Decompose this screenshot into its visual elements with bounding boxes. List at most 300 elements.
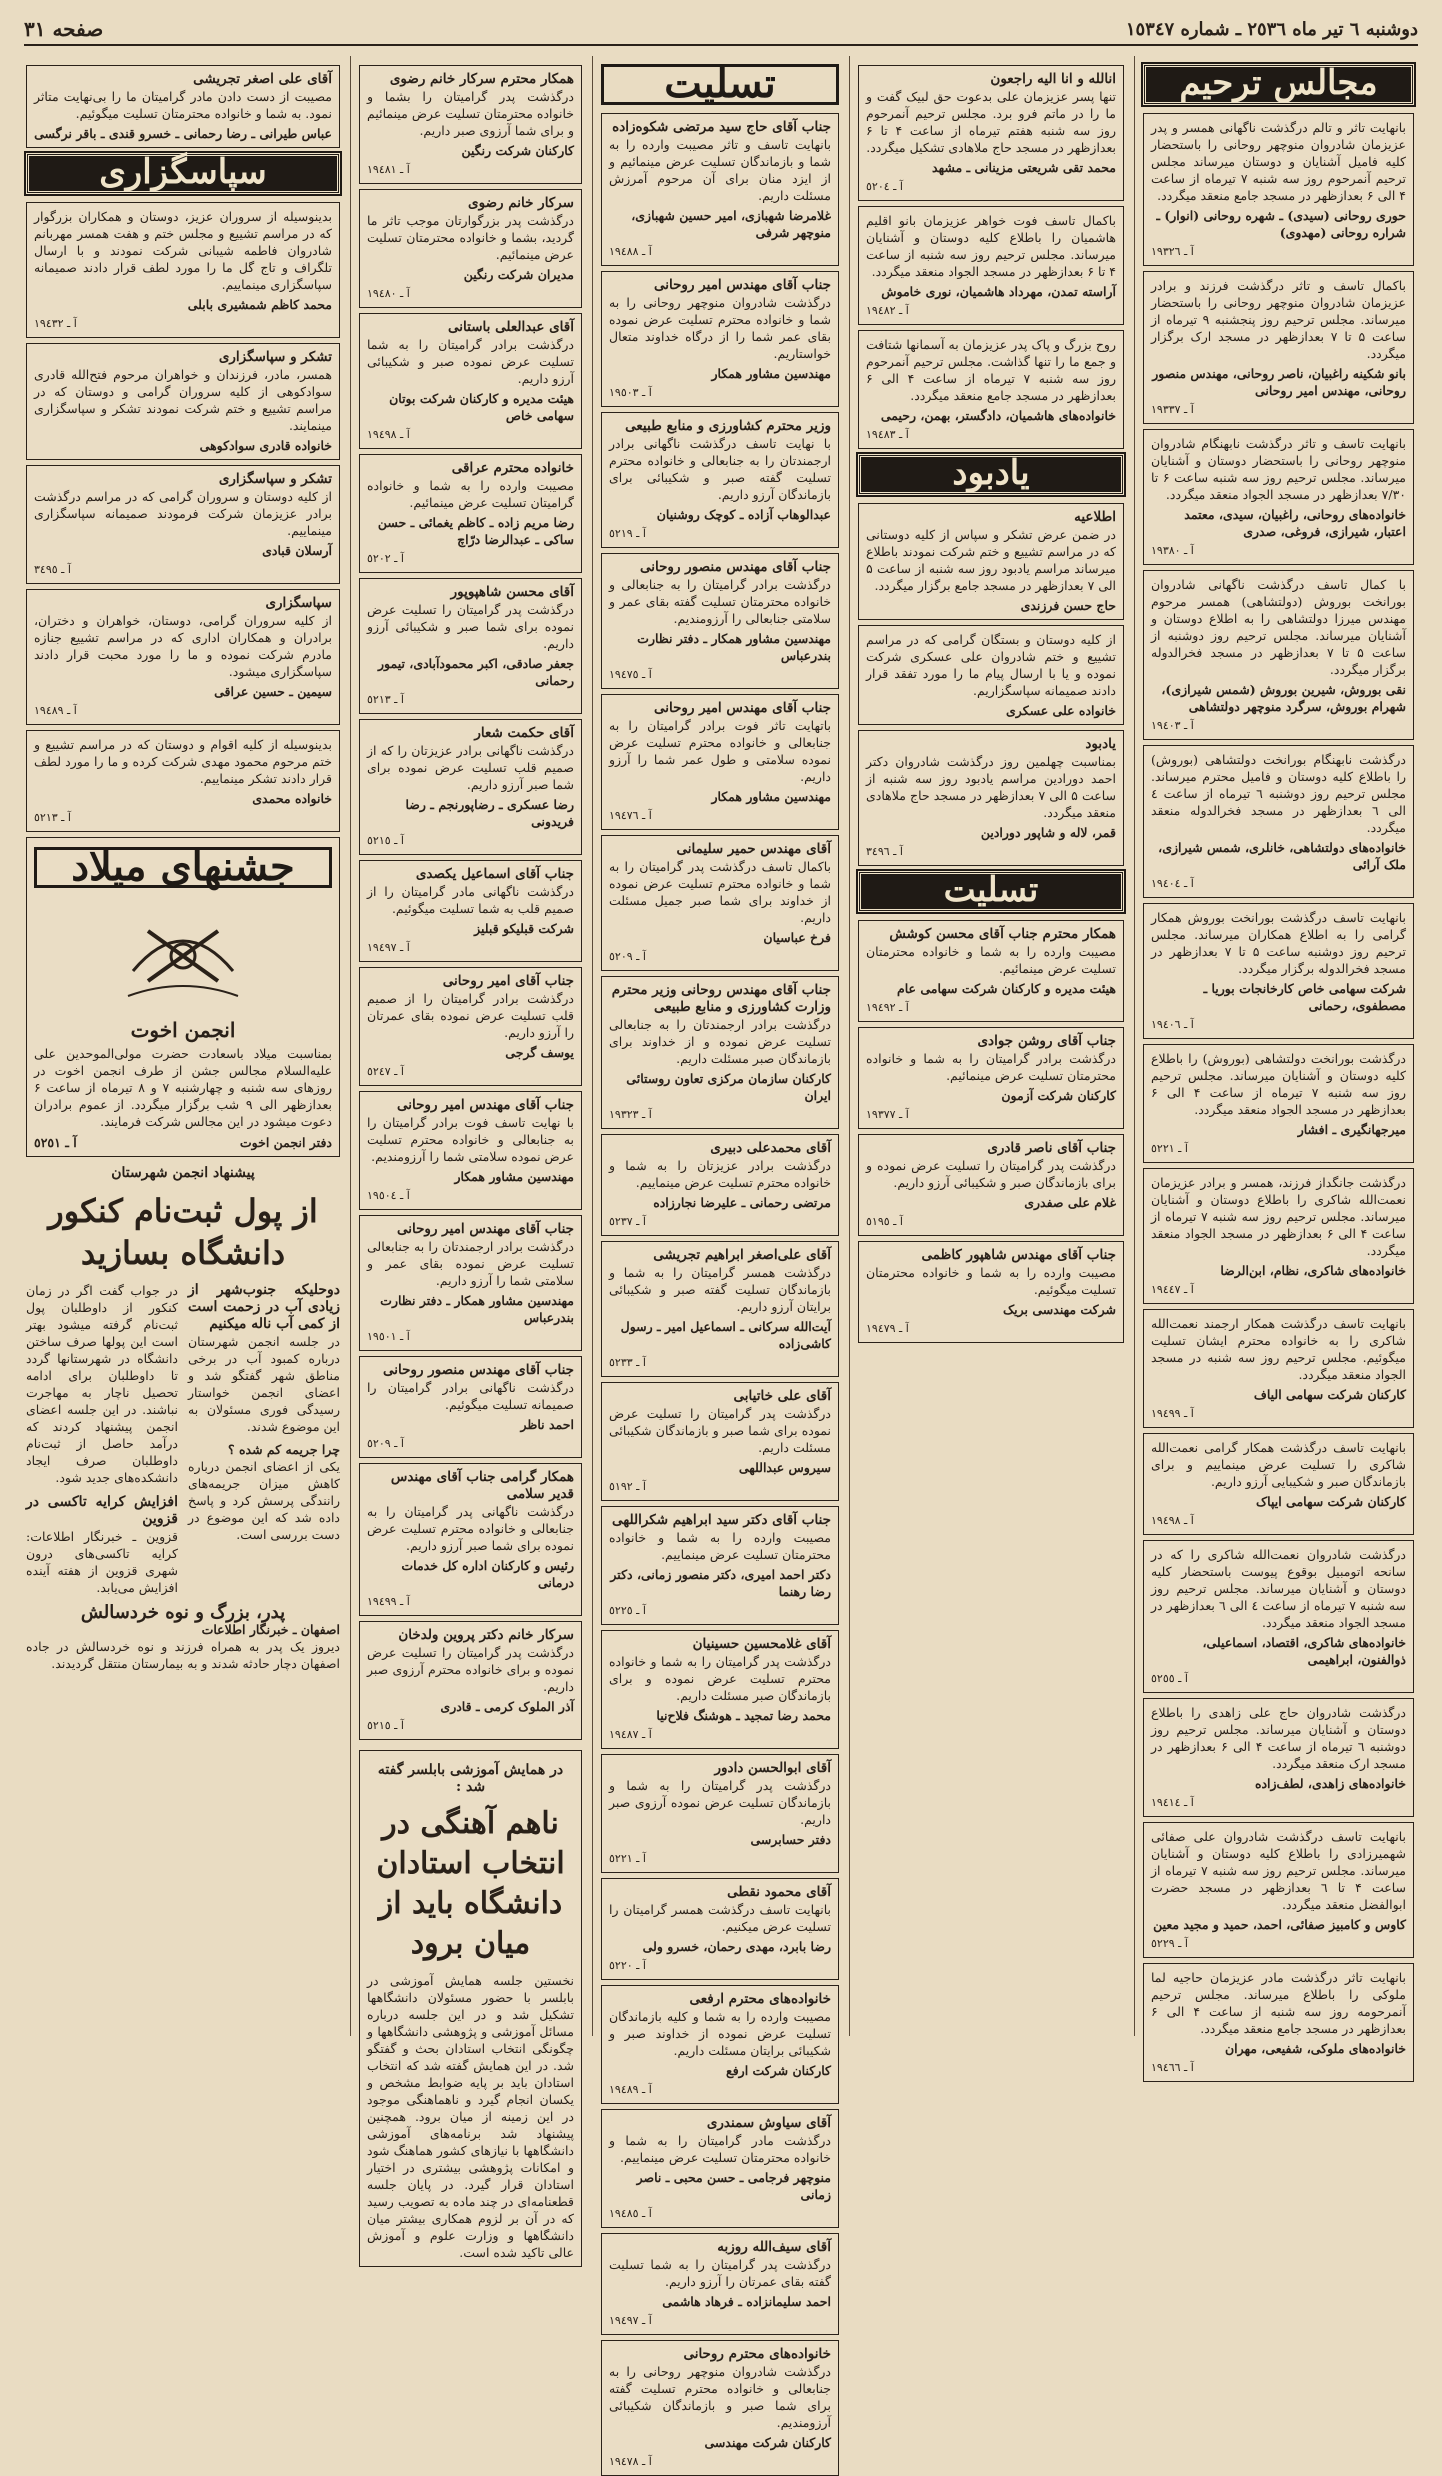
notice-body: درگذشت برادر ارجمندتان را به جنابعالی تسلیت عرض نموده بقای عمر و سلامتی شما را آرزو داریم. [367, 1239, 574, 1288]
side-news-subtitle: چرا جریمه کم شده ؟ [227, 1442, 340, 1457]
notice-title: جناب آقای مهندس شاهپور کاظمی [921, 1247, 1116, 1263]
notice-code: آ ـ ١٩٤٨٩ [609, 2083, 652, 2096]
accident-news-title: پدر، بزرگ و نوه خردسالش [80, 1602, 286, 1623]
notice-code: آ ـ ٥٢٢٥ [609, 1604, 646, 1617]
condolence-banner: تسلیت [601, 64, 839, 105]
notice [359, 578, 582, 714]
notice-signature: کارکنان شرکت سهامی الیاف [1253, 1387, 1406, 1402]
column-memorials-2 [849, 56, 1132, 2036]
notice-title: جناب آقای حاج سید مرتضی شکوه‌زاده [612, 119, 831, 135]
notice-code: آ ـ ٥٢٠٢ [367, 552, 404, 565]
notice-body: درگذشت پدر گرامیتان را تسلیت عرض نموده برای شما صبر و بازماندگان شکیبائی مسئلت داریم. [609, 1406, 831, 1455]
notice [1143, 429, 1414, 565]
notice-code: آ ـ ١٩٣٨٠ [1151, 544, 1194, 557]
notice-body: با نهایت تاسف درگذشت ناگهانی برادر ارجمندتان را به جنابعالی و خانواده محترم تسلیت گفته صبر و شکیبائی برای بازماندگان آرزو داریم. [609, 436, 831, 502]
notice-signature: احمد سلیمانزاده ـ فرهاد هاشمی [662, 2294, 831, 2309]
notice [26, 589, 340, 725]
notice-title: جناب آقای مهندس منصور روحانی [382, 1362, 574, 1378]
notice-signature: شرکت قبلیکو قبلیز [474, 921, 574, 936]
notice-code: آ ـ ٥٢٢٠ [609, 1959, 646, 1972]
notice-body: درگذشت نابهنگام بورانخت دولتشاهی (بوروش) را باطلاع کلیه دوستان و فامیل محترم میرساند. مجلس ترحیم روز دوشنبه ٦ تیرماه از ساعت ٤ الی ٦ بعدازظهر در مسجد فخرالدوله منعقد میگردد. [1151, 752, 1407, 835]
notice-title: همکار محترم سرکار خانم رضوی [389, 71, 574, 87]
notice-title: جناب آقای روشن جوادی [977, 1033, 1116, 1049]
notice [858, 1241, 1124, 1343]
notice-body: درگذشت پدر گرامیتان را به شما تسلیت گفته بقای عمرتان را آرزو داریم. [609, 2257, 831, 2289]
notice-signature: خانواده علی عسکری [1006, 703, 1116, 718]
notice-title: آقای غلامحسین حسینیان [692, 1636, 831, 1652]
notice-signature: غلامرضا شهبازی، امیر حسین شهبازی، منوچهر شرفی [631, 208, 831, 240]
notice-signature: حاج حسن فرزندی [1020, 598, 1116, 613]
notice-title: آقای سیاوش سمندری [706, 2115, 831, 2131]
notice-signature: خانواده محمدی [252, 791, 332, 806]
notice-code: آ ـ ١٩٤٩٧ [609, 2314, 652, 2327]
notice-code: آ ـ ١٩٥٠٣ [609, 386, 652, 399]
notice-code: آ ـ ١٩٤٠٣ [1151, 719, 1194, 732]
notice-code: آ ـ ١٩٤٨٧ [609, 1728, 652, 1741]
notice [26, 65, 340, 148]
notice-body: مصیبت از دست دادن مادر گرامیتان ما را بی‌نهایت متاثر نمود. به شما و خانواده محترمتان تسلیت میگوئیم. [34, 89, 332, 121]
notice [1143, 1309, 1414, 1428]
notice-code: آ ـ ٥٢٠٩ [609, 950, 646, 963]
notice [1143, 1963, 1414, 2082]
notice-signature: رضا بابرد، مهدی رحمان، خسرو ولی [642, 1939, 831, 1954]
notice-code: آ ـ ١٩٣٧٧ [866, 1108, 909, 1121]
notice-body: باتهایت تاثر فوت برادر گرامیتان را به جنابعالی و خانواده محترم تسلیت عرض نموده سلامتی و طول عمر شما را آرزو داریم. [609, 718, 831, 784]
notice-title: آقای عبدالعلی باستانی [448, 319, 574, 335]
taxi-news-body: قزوین ـ خبرنگار اطلاعات: کرایه تاکسی‌های درون شهری قزوین از هفته آینده افزایش می‌یابد. [26, 1529, 178, 1595]
notice-body: درگذشت برادر گرامیتان را به شما و خانواده محترمتان تسلیت عرض مینمائیم. [866, 1051, 1116, 1083]
association-emblem [34, 896, 332, 1016]
notice-code: آ ـ ٥٢٠٩ [367, 1437, 404, 1450]
notice-title: وزیر محترم کشاورزی و منابع طبیعی [625, 418, 831, 434]
condolence-list [601, 113, 839, 2476]
notice [601, 1382, 839, 1501]
notice-code: آ ـ ٥٢٢١ [609, 1852, 646, 1865]
column-condolences-2 [350, 56, 590, 2260]
notice-body: درگذشت برادر گرامیتان را از صمیم قلب تسلیت عرض نموده بقای عمرتان را آرزو داریم. [367, 991, 574, 1040]
notice-body: مصیبت وارده را به شما و خانواده گرامیتان تسلیت عرض مینمائیم. [367, 478, 574, 510]
notice-body: بانهایت تاثر درگذشت مادر عزیزمان حاجیه لما ملوکی را باطلاع میرساند. مجلس ترحیم آنمرحومه روز سه شنبه از ساعت ۴ الی ۶ بعدازظهر در مسجد جامع منعقد میگردد. [1151, 1970, 1406, 2036]
notice-code: آ ـ ٥٢١٩ [609, 527, 646, 540]
notice [858, 65, 1124, 201]
notice-signature: خانواده‌های روحانی، راغبیان، سیدی، معتمد اعتبار، شیرازی، فروغی، صدری [1184, 507, 1406, 539]
notice-signature: فرخ عباسیان [763, 930, 831, 945]
remembrance-list [858, 503, 1124, 866]
notice-signature: مهندسین مشاور همکار [711, 366, 831, 381]
notice [26, 730, 340, 832]
notice-body: بانهایت تاسف درگذشت بورانخت بوروش همکار گرامی را به اطلاع همکاران میرساند. مجلس ترحیم روز دوشنبه ساعت ۵ تا ٧ بعدازظهر در مسجد فخرالدوله برگزار میگردد. [1151, 910, 1406, 976]
article-body: نخستین جلسه همایش آموزشی در بابلسر با حضور مسئولان دانشگاهها تشکیل شد و در این جلسه درباره مسائل آموزشی و پژوهشی دانشگاهها و چگونگی انتخاب استادان بحث و گفتگو شد. در این همایش گفته شد که انتخاب استادان باید بر پایه ضوابط مشخص و یکسان انجام گیرد و ناهماهنگی موجود در این زمینه از میان برود. همچنین پیشنهاد شد برنامه‌های آموزشی دانشگاهها با نیازهای کشور هماهنگ شود و امکانات پژوهشی بیشتری در اختیار استادان قرار گیرد. در پایان جلسه قطعنامه‌ای در چند ماده به تصویب رسید که در آن بر لزوم همکاری بیشتر میان دانشگاهها و وزارت علوم و آموزش عالی تاکید شده است. [367, 1973, 574, 2260]
notice [359, 1463, 582, 1616]
notice-code: آ ـ ١٩٤٧٦ [609, 809, 652, 822]
notice-code: آ ـ ١٩٤٨١ [367, 163, 410, 176]
notice-code: آ ـ ٥١٩٥ [866, 1215, 903, 1228]
memorials-list-2 [858, 65, 1124, 449]
page-header [24, 14, 1418, 46]
notice-code: آ ـ ١٩٤٤٧ [1151, 1283, 1194, 1296]
notice [1143, 903, 1414, 1039]
notice-body: درگذشت شادروان حاج علی زاهدی را باطلاع دوستان و آشنایان میرساند. مجلس ترحیم روز دوشنبه ٦ تیرماه از ساعت ۴ الی ۶ بعدازظهر در مسجد ارک منعقد میگردد. [1151, 1705, 1406, 1771]
notice [1143, 271, 1414, 424]
notice-signature: هیئت مدیره و کارکنان شرکت سهامی عام [896, 981, 1116, 996]
notice-signature: کارکنان شرکت مهندسی [704, 2435, 831, 2450]
notice-signature: مهندسین مشاور همکار ـ دفتر نظارت بندرعباس [380, 1293, 574, 1325]
notice-title: خانواده‌های محترم ارفعی [689, 1991, 831, 2007]
notice-title: جناب آقای مهندس روحانی وزیر محترم وزارت کشاورزی و منابع طبیعی [611, 982, 831, 1015]
notice-title: آقای حکمت شعار [474, 725, 574, 741]
birthday-code: آ ـ ٥٢٥١ [34, 1135, 77, 1150]
notice [359, 967, 582, 1086]
notice-signature: حوری روحانی (سیدی) ـ شهره روحانی (انوار) ـ شراره روحانی (مهدوی) [1156, 208, 1406, 240]
notice-signature: هیئت مدیره و کارکنان شرکت بوتان سهامی خاص [389, 391, 574, 423]
notice-signature: رئیس و کارکنان اداره کل خدمات درمانی [401, 1558, 574, 1590]
notice [601, 835, 839, 971]
notice-signature: سیمین ـ حسین عراقی [214, 684, 332, 699]
notice-code: آ ـ ٥٢٥٥ [1151, 1672, 1188, 1685]
notice-code: آ ـ ٥٢١٣ [34, 811, 71, 824]
notice-code: آ ـ ١٩٤٨٥ [609, 2207, 652, 2220]
taxi-news-title: افزایش کرایه تاکسی در قزوین [26, 1494, 178, 1527]
notice-body: درگذشت پدر گرامیتان را تسلیت عرض نموده و برای خانواده محترم آرزوی صبر داریم. [367, 1645, 574, 1694]
notice-title: جناب آقای مهندس امیر روحانی [653, 277, 831, 293]
notice-title: جناب آقای مهندس امیر روحانی [396, 1221, 574, 1237]
notice-signature: خانواده‌های زاهدی، لطف‌زاده [1254, 1776, 1406, 1791]
thanks-list [26, 202, 340, 832]
notice-body: درگذشت برادر گرامیتان را به شما تسلیت عرض نموده صبر و شکیبائی آرزو داریم. [367, 337, 574, 386]
notice-signature: یوسف گرجی [505, 1045, 574, 1060]
notice-signature: عبدالوهاب آزاده ـ کوچک روشنیان [656, 507, 831, 522]
notice-body: در ضمن عرض تشکر و سپاس از کلیه دوستانی که در مراسم تشییع و ختم شرکت نمودند باطلاع میرساند مراسم یادبود روز سه شنبه از ساعت ۵ الی ٧ بعدازظهر در مسجد جامع برگزار میگردد. [866, 527, 1116, 593]
notice-title: سرکار خانم رضوی [468, 195, 574, 211]
notice-signature: خانواده قادری سوادکوهی [199, 438, 332, 453]
notice-signature: رضا مریم زاده ـ کاظم یغمائی ـ حسن ساکی ـ عبدالرضا درّاچ [377, 515, 574, 547]
notice [1143, 1698, 1414, 1817]
notice-code: آ ـ ٥٢١٥ [367, 1719, 404, 1732]
issue-date-line: دوشنبه ٦ تیر ماه ٢٥٣٦ ـ شماره ١٥٣٤٧ [1125, 18, 1418, 40]
notice-code: آ ـ ٥٢٠٤ [866, 180, 903, 193]
condolence-list-2 [858, 920, 1124, 1343]
news-headline: از پول ثبت‌نام کنکور دانشگاه بسازید [48, 1192, 318, 1272]
column-thanks [18, 56, 348, 2036]
side-news-title: دوحلیکه جنوب‌شهر از زیادی آب در زحمت است از کمی آب ناله میکنیم [188, 1282, 340, 1332]
notice [858, 1134, 1124, 1236]
notice-body: درگذشت شادروان منوچهر روحانی را به شما و خانواده محترم تسلیت عرض نموده بقای عمر شما را از درگاه خداوند متعال خواستاریم. [609, 295, 831, 361]
column-memorials [1134, 56, 1422, 2074]
notice-signature: میرجهانگیری ـ افشار [1297, 1122, 1406, 1137]
notice-body: درگذشت ناگهانی برادر عزیزتان را که از صمیم قلب تسلیت عرض نموده برای شما صبر آرزو داریم. [367, 743, 574, 792]
notice-signature: آراسته تمدن، مهرداد هاشمیان، نوری خاموش [881, 284, 1116, 299]
notice-code: آ ـ ١٩٤٦٦ [1151, 2061, 1194, 2074]
side-news-sub-body: یکی از اعضای انجمن درباره کاهش میزان جریمه‌های رانندگی پرسش کرد و پاسخ داده شد که این موضوع در دست بررسی است. [188, 1459, 340, 1542]
notice-code: آ ـ ١٩٤٩٨ [367, 428, 410, 441]
notice-code: آ ـ ١٩٤٨٨ [609, 245, 652, 258]
notice [26, 343, 340, 460]
notice-signature: مهندسین مشاور همکار ـ دفتر نظارت بندرعباس [637, 631, 831, 663]
notice-title: آقای محمدعلی دبیری [710, 1140, 831, 1156]
notice-signature: دکتر احمد امیری، دکتر منصور زمانی، دکتر رضا رهنما [610, 1567, 831, 1599]
condolence-banner-2: تسلیت [858, 871, 1124, 912]
notice-code: آ ـ ١٩٤٧٩ [866, 1322, 909, 1335]
notice [1143, 113, 1414, 266]
notice-body: درگذشت برادر گرامیتان را به جنابعالی و خانواده محترمتان تسلیت گفته بقای عمر و سلامتی جنابعالی را آرزومندیم. [609, 577, 831, 626]
notice-code: آ ـ ١٩٤٩٨ [1151, 1514, 1194, 1527]
notice-body: درگذشت پدر گرامیتان را به شما و خانواده محترم تسلیت عرض نموده و برای بازماندگان صبر مسئلت داریم. [609, 1654, 831, 1703]
notice-signature: شرکت مهندسی بریک [1002, 1302, 1116, 1317]
notice-signature: محمد تقی شریعتی مزینانی ـ مشهد [932, 160, 1116, 175]
notice-code: آ ـ ٥٢٢١ [1151, 1142, 1188, 1155]
notice-code: آ ـ ٣٤٩٦ [866, 845, 903, 858]
notice-body: درگذشت پدر بزرگوارتان موجب تاثر ما گردید، بشما و خانواده محترمتان تسلیت عرض مینمائیم. [367, 213, 574, 262]
notice-title: انالله و انا الیه راجعون [990, 71, 1116, 87]
notice [1143, 1044, 1414, 1163]
notice-title: جناب آقای اسماعیل یکصدی [415, 866, 574, 882]
notice-body: باکمال تاسف فوت خواهر عزیزمان بانو اقلیم هاشمیان را باطلاع کلیه دوستان و آشنایان میرساند. مجلس ترحیم روز سه شنبه از ساعت ۴ تا ۶ بعدازظهر در مسجد الجواد منعقد میگردد. [866, 213, 1116, 279]
notice-title: آقای علی‌اصغر ابراهیم تجریشی [653, 1247, 831, 1263]
notice-code: آ ـ ١٩٥٠٤ [367, 1189, 410, 1202]
notice-code: آ ـ ١٩٤٠٤ [1151, 877, 1194, 890]
notice [601, 1630, 839, 1749]
memorials-banner: مجالس ترحیم [1143, 64, 1414, 105]
notice-body: درگذشت ناگهانی برادر گرامیتان را صمیمانه تسلیت میگوئیم. [367, 1380, 574, 1412]
notice-body: بمناسبت چهلمین روز درگذشت شادروان دکتر احمد دورادین مراسم یادبود روز سه شنبه از ساعت ۵ الی ٧ بعدازظهر در مسجد حاج ملاهادی منعقد میگردد. [866, 754, 1116, 820]
notice-title: آقای ابوالحسن دادور [714, 1760, 831, 1776]
notice [359, 1091, 582, 1210]
notice-signature: بانو شکینه راغبیان، ناصر روحانی، مهندس منصور روحانی، مهندس امیر روحانی [1152, 366, 1406, 398]
page-number: صفحه ٣١ [24, 17, 104, 41]
notice-body: درگذشت بورانخت دولتشاهی (بوروش) را باطلاع کلیه دوستان و آشنایان میرساند. مجلس ترحیم روز سه شنبه ٧ تیرماه از ساعت ۴ الی ۶ بعدازظهر در مسجد الجواد منعقد میگردد. [1151, 1051, 1406, 1117]
remembrance-banner: یادبود [858, 454, 1124, 495]
notice-body: از کلیه سروران گرامی، دوستان، خواهران و دختران، برادران و همکاران اداری که در مراسم تشییع جنازه مادرم شرکت نموده و ما را مورد محبت قرار دادند سپاسگزاری میشود. [34, 613, 332, 679]
notice-body: با کمال تاسف درگذشت ناگهانی شادروان بورانخت بوروش (دولتشاهی) همسر مرحوم مهندس میرزا دولتشاهی را به اطلاع دوستان و آشنایان میرساند. مجلس ترحیم روز دوشنبه از ساعت ۵ تا ٧ بعدازظهر در مسجد فخرالدوله برگزار میگردد. [1151, 577, 1406, 677]
notice-title: تشکر و سپاسگزاری [218, 471, 332, 487]
notice-signature: خانواده‌های شاکری، اقتصاد، اسماعیلی، ذوالفنون، ابراهیمی [1202, 1635, 1406, 1667]
notice-body: بدینوسیله از کلیه اقوام و دوستان که در مراسم تشییع و ختم مرحوم محمود مهدی شرکت کرده و ما را مورد لطف قرار دادند تشکر مینماییم. [34, 737, 332, 786]
notice-signature: مهندسین مشاور همکار [454, 1169, 574, 1184]
notice-body: بانهایت تاسف درگذشت همکار ارجمند نعمت‌الله شاکری را به خانواده محترم ایشان تسلیت میگوئیم. مجلس ترحیم روز سه شنبه در مسجد الجواد منعقد میگردد. [1151, 1316, 1406, 1382]
notice-title: همکار گرامی جناب آقای مهندس قدیر سلامی [390, 1469, 574, 1502]
notice-code: آ ـ ٥٢٣٣ [609, 1356, 646, 1369]
notice [601, 1241, 839, 1377]
notice [601, 113, 839, 266]
notice-code: آ ـ ١٩٤٩٩ [367, 1595, 410, 1608]
notice [601, 2340, 839, 2476]
notice-signature: خانواده‌های دولتشاهی، خانلری، شمس شیرازی، ملک آرائی [1158, 840, 1406, 872]
notice-code: آ ـ ١٩٤٩٧ [367, 941, 410, 954]
notice [601, 1985, 839, 2104]
article-headline: ناهم آهنگی در انتخاب استادان دانشگاه باید از میان برود [376, 1806, 565, 1961]
notice-signature: عباس طیرانی ـ رضا رحمانی ـ خسرو قندی ـ باقر نرگسی [34, 126, 332, 141]
notice-signature: مهندسین مشاور همکار [711, 789, 831, 804]
notice-signature: مرتضی رحمانی ـ علیرضا نجارزاده [653, 1195, 831, 1210]
notice-body: مصیبت وارده را به شما و کلیه بازماندگان تسلیت عرض نموده از خداوند صبر و شکیبائی برایتان مسئلت داریم. [609, 2009, 831, 2058]
notice-signature: قمر، لاله و شاپور دورادین [980, 825, 1116, 840]
notice [601, 1506, 839, 1625]
notice-title: آقای سیف‌الله روزبه [717, 2239, 831, 2255]
notice [601, 2109, 839, 2228]
notice [1143, 1540, 1414, 1693]
notice [1143, 745, 1414, 898]
notice-body: روح بزرگ و پاک پدر عزیزمان به آسمانها شتافت و جمع ما را تنها گذاشت. مجلس ترحیم آنمرحوم روز سه شنبه ٧ تیرماه از ساعت ۴ الی ۶ بعدازظهر در مسجد جامع منعقد میگردد. [866, 337, 1116, 403]
notice-signature: غلام علی صفدری [1024, 1195, 1116, 1210]
article-kicker: در همایش آموزشی بابلسر گفته شد : [377, 1762, 564, 1795]
notice-body: تنها پسر عزیزمان علی بدعوت حق لبیک گفت و ما را در ماتم فرو برد. مجلس ترحیم آنمرحوم روز سه شنبه هفتم تیرماه از ساعت ۴ تا ۶ بعدازظهر در مسجد حاج ملاهادی تشکیل میگردد. [866, 89, 1116, 155]
notice-title: آقای علی اصغر تجریشی [193, 71, 332, 87]
notice [601, 412, 839, 548]
notice [26, 202, 340, 338]
notice-title: سپاسگزاری [265, 595, 332, 611]
education-article [359, 1750, 582, 2267]
notice-title: یادبود [1085, 736, 1116, 752]
notice-body: بانهایت تاسف و تاثر مصیبت وارده را به شما و بازماندگان تسلیت عرض مینمائیم و از ایزد منان برای آن مرحوم آمرزش مسئلت داریم. [609, 137, 831, 203]
emblem-icon [113, 901, 253, 1011]
notice-body: از کلیه دوستان و بستگان گرامی که در مراسم تشییع و ختم شادروان علی عسکری شرکت نموده و یا با ارسال پیام ما را مورد تفقد قرار دادند صمیمانه سپاسگزاریم. [866, 632, 1116, 698]
notice-title: جناب آقای مهندس امیر روحانی [396, 1097, 574, 1113]
notice-body: بانهایت تاسف و تاثر درگذشت نابهنگام شادروان منوچهر روحانی را باستحضار دوستان و آشنایان میرساند. مجلس ترحیم روز سه شنبه ساعت ۶ تا ٧/٣٠ بعدازظهر در مسجد الجواد منعقد میگردد. [1151, 436, 1406, 502]
accident-news-body: دیروز یک پدر به همراه فرزند و نوه خردسالش در جاده اصفهان دچار حادثه شدند و به بیمارستان منتقل گردیدند. [26, 1639, 340, 1671]
notice [858, 730, 1124, 866]
notice [601, 2233, 839, 2335]
notice-body: درگذشت ناگهانی مادر گرامیتان را از صمیم قلب به شما تسلیت میگوئیم. [367, 884, 574, 916]
notice [359, 860, 582, 962]
notice [1143, 570, 1414, 740]
notice [359, 1356, 582, 1458]
notice-title: جناب آقای مهندس امیر روحانی [653, 700, 831, 716]
notice [601, 694, 839, 830]
notice-body: درگذشت برادر عزیزتان را به شما و خانواده محترم تسلیت عرض مینماییم. [609, 1158, 831, 1190]
notice-title: همکار محترم جناب آقای محسن کوشش [889, 926, 1116, 942]
notice-body: درگذشت پدر گرامیتان را بشما و خانواده محترمتان تسلیت عرض مینمائیم و برای شما آرزوی صبر داریم. [367, 89, 574, 138]
notice-signature: محمد رضا تمجید ـ هوشنگ فلاح‌نیا [656, 1708, 831, 1723]
notice-signature: جعفر صادقی، اکبر محمودآبادی، تیمور رحمانی [377, 656, 574, 688]
notice-body: از کلیه دوستان و سروران گرامی که در مراسم درگذشت برادر عزیزمان شرکت فرمودند صمیمانه سپاسگزاری مینماییم. [34, 489, 332, 538]
notice [1143, 1433, 1414, 1535]
notice-body: درگذشت پدر گرامیتان را تسلیت عرض نموده و برای بازماندگان صبر و شکیبائی آرزو داریم. [866, 1158, 1116, 1190]
notice-code: آ ـ ١٩٤٨٠ [367, 287, 410, 300]
notice-code: آ ـ ١٩٤٩٩ [1151, 1407, 1194, 1420]
notice-signature: نقی بوروش، شیرین بوروش (شمس شیرازی)، شهرام بوروش، سرگرد منوچهر دولتشاهی [1161, 682, 1406, 714]
association-name: انجمن اخوت [130, 1018, 236, 1042]
notice-signature: کارکنان سازمان مرکزی تعاون روستائی ایران [626, 1071, 831, 1103]
notice-signature: کارکنان شرکت ارفع [726, 2063, 831, 2078]
notice-body: مصیبت وارده را به شما و خانواده محترمتان تسلیت عرض مینمائیم. [866, 944, 1116, 976]
notice-body: درگذشت ناگهانی پدر گرامیتان را به جنابعالی و خانواده محترم تسلیت عرض نموده برای شما صبر آرزو داریم. [367, 1504, 574, 1553]
notice-body: درگذشت پدر گرامیتان را تسلیت عرض نموده برای شما صبر و شکیبائی آرزو داریم. [367, 602, 574, 651]
notice-code: آ ـ ٥٢٤٧ [367, 1065, 404, 1078]
notice-code: آ ـ ١٩٣٣٧ [1151, 403, 1194, 416]
notice-body: درگذشت برادر ارجمندتان را به جنابعالی تسلیت عرض نموده و از خداوند برای بازماندگان صبر مسئلت داریم. [609, 1017, 831, 1066]
notice [858, 330, 1124, 449]
notice-title: سرکار خانم دکتر پروین ولدخان [398, 1627, 574, 1643]
notice-code: آ ـ ١٩٤٣٢ [34, 317, 77, 330]
notice [601, 1878, 839, 1980]
notice-code: آ ـ ٣٤٩٥ [34, 563, 71, 576]
notice-body: درگذشت جانگداز فرزند، همسر و برادر عزیزمان نعمت‌الله شاکری را باطلاع دوستان و آشنایان میرساند. مجلس ترحیم روز سه شنبه ٧ تیرماه از ساعت ۴ الی ۶ بعدازظهر در مسجد الجواد منعقد میگردد. [1151, 1175, 1406, 1258]
notice [858, 920, 1124, 1022]
notice-signature: منوچهر فرجامی ـ حسن محبی ـ ناصر زمانی [636, 2170, 831, 2202]
notice [359, 719, 582, 855]
notice-code: آ ـ ١٩٤٨٣ [866, 428, 909, 441]
birthday-announcement: بمناسبت میلاد باسعادت حضرت مولی‌الموحدین علی علیه‌السلام مجالس جشن از طرف انجمن اخوت در روزهای سه شنبه و چهارشنبه ٧ و ٨ تیرماه از ساعت ۶ بعدازظهر الی ٩ شب برگزار میگردد. از عموم برادران دعوت میشود در این مجالس شرکت فرمایند. [34, 1046, 332, 1129]
notice [359, 65, 582, 184]
notice-signature: کارکنان شرکت رنگین [461, 143, 574, 158]
news-kicker: پیشنهاد انجمن شهرستان [111, 1165, 255, 1181]
notice [359, 1621, 582, 1740]
notice-body: درگذشت شادروان نعمت‌الله شاکری را که در سانحه اتومبیل بوقوع پیوست باستحضار کلیه دوستان و آشنایان میرساند. مجلس ترحیم روز سه شنبه ۷ تیرماه از ساعت ٤ الی ٦ بعدازظهر در مسجد الجواد منعقد میگردد. [1151, 1547, 1406, 1630]
notice-body: درگذشت پدر گرامیتان را به شما و بازماندگان تسلیت عرض نموده آرزوی صبر داریم. [609, 1778, 831, 1827]
notice-signature: کاوس و کامبیز صفائی، احمد، حمید و مجید معین [1153, 1917, 1406, 1932]
notice-code: آ ـ ١٩٤٨٩ [34, 704, 77, 717]
notice-body: درگذشت شادروان منوچهر روحانی را به جنابعالی و خانواده محترم تسلیت گفته برای شما صبر و بازماندگان شکیبائی آرزومندیم. [609, 2364, 831, 2430]
notice-signature: محمد کاظم شمشیری بابلی [187, 297, 332, 312]
notice-code: آ ـ ١٩٤٧٨ [609, 2455, 652, 2468]
notice [858, 1027, 1124, 1129]
notice [601, 1134, 839, 1236]
notice [858, 503, 1124, 620]
notice-signature: خانواده‌های ملوکی، شفیعی، مهران [1224, 2041, 1406, 2056]
thanks-banner: سپاسگزاری [26, 153, 340, 194]
notice-code: آ ـ ٥١٩٢ [609, 1480, 646, 1493]
notice [1143, 1168, 1414, 1304]
notice [359, 313, 582, 449]
side-news-body: در جلسه انجمن شهرستان درباره کمبود آب در برخی مناطق شهر گفتگو شد و اعضای انجمن خواستار رسیدگی فوری مسئولان به این موضوع شدند. [188, 1334, 340, 1434]
notice-code: آ ـ ١٩٣٢٣ [609, 1108, 652, 1121]
notice [359, 189, 582, 308]
notice-body: باکمال تاسف درگذشت پدر گرامیتان را به شما و خانواده محترم تسلیت عرض نموده از خداوند برای شما صبر جمیل مسئلت داریم. [609, 859, 831, 925]
notice-title: آقای محمود نقطی [727, 1884, 831, 1900]
notice-code: آ ـ ٥٢٣٧ [609, 1215, 646, 1228]
condolence-list-3 [359, 65, 582, 1740]
notice-signature: دفتر حسابرسی [750, 1832, 831, 1847]
birthday-celebration-box [26, 837, 340, 1157]
notice-code: آ ـ ١٩٣٢٦ [1151, 245, 1194, 258]
notice-signature: شرکت سهامی خاص کارخانجات بوریا ـ مصطفوی، رحمانی [1203, 981, 1406, 1013]
notice-body: باکمال تاسف و تاثر درگذشت فرزند و برادر عزیزمان شادروان منوچهر روحانی را باستحضار میرساند. مجلس ترحیم روز پنجشنبه ٩ تیرماه از ساعت ۵ تا ٧ بعدازظهر در مسجد ارک برگزار میگردد. [1151, 278, 1406, 361]
notice-title: آقای محسن شاهپوپور [450, 584, 574, 600]
notice-code: آ ـ ٥٢٢٩ [1151, 1937, 1188, 1950]
notice-code: آ ـ ١٩٤٠٦ [1151, 1018, 1194, 1031]
notice-body: با نهایت تاسف فوت برادر گرامیتان را به جنابعالی و خانواده محترم تسلیت عرض نموده سلامتی شما را آرزومندیم. [367, 1115, 574, 1164]
notice [359, 1215, 582, 1351]
notice-title: جناب آقای مهندس منصور روحانی [639, 559, 831, 575]
notice-code: آ ـ ١٩٤٩٢ [866, 1001, 909, 1014]
notice-body: مصیبت وارده را به شما و خانواده محترمتان تسلیت میگوئیم. [866, 1265, 1116, 1297]
notice-code: آ ـ ٥٢١٥ [367, 834, 404, 847]
notice-signature: کارکنان شرکت سهامی ایپاک [1255, 1494, 1406, 1509]
notice [858, 625, 1124, 725]
notice [601, 976, 839, 1129]
notice-body: بانهایت تاسف درگذشت همکار گرامی نعمت‌الله شاکری را تسلیت عرض مینماییم و برای بازماندگان صبر و شکیبایی آرزو داریم. [1151, 1440, 1406, 1489]
notice-body: درگذشت مادر گرامیتان را به شما و خانواده محترمتان تسلیت عرض مینماییم. [609, 2133, 831, 2165]
notice-code: آ ـ ١٩٥٠١ [367, 1330, 410, 1343]
notice-title: جناب آقای دکتر سید ابراهیم شکراللهی [612, 1512, 831, 1528]
notice [601, 1754, 839, 1873]
notice-signature: آیت‌الله سرکانی ـ اسماعیل امیر ـ رسول کاشی‌زاده [620, 1319, 831, 1351]
notice-title: جناب آقای امیر روحانی [442, 973, 574, 989]
notice-body: مصیبت وارده را به شما و خانواده محترمتان تسلیت عرض مینماییم. [609, 1530, 831, 1562]
memorials-list [1143, 113, 1414, 2082]
notice-signature: احمد ناظر [520, 1417, 574, 1432]
notice [601, 553, 839, 689]
notice-signature: سیروس عبداللهی [738, 1460, 831, 1475]
notice-title: خانواده محترم عراقی [451, 460, 574, 476]
notice-title: آقای مهندس حمیر سلیمانی [676, 841, 831, 857]
notice-title: اطلاعیه [1074, 509, 1116, 525]
notice-signature: خانواده‌های شاکری، نظام، ابن‌الرضا [1220, 1263, 1406, 1278]
column-condolences [592, 56, 847, 2468]
notice-body: بانهایت تاسف درگذشت شادروان علی صفائی شهمیرزادی را باطلاع کلیه دوستان و آشنایان میرساند. مجلس ترحیم روز سه شنبه ٧ تیرماه از ساعت ۴ تا ٦ بعدازظهر در مسجد حضرت ابوالفضل منعقد میگردد. [1151, 1829, 1406, 1912]
notice-signature: رضا عسکری ـ رضاپورنجم ـ رضا فریدونی [405, 797, 574, 829]
notice-code: آ ـ ٥٢١٣ [367, 693, 404, 706]
